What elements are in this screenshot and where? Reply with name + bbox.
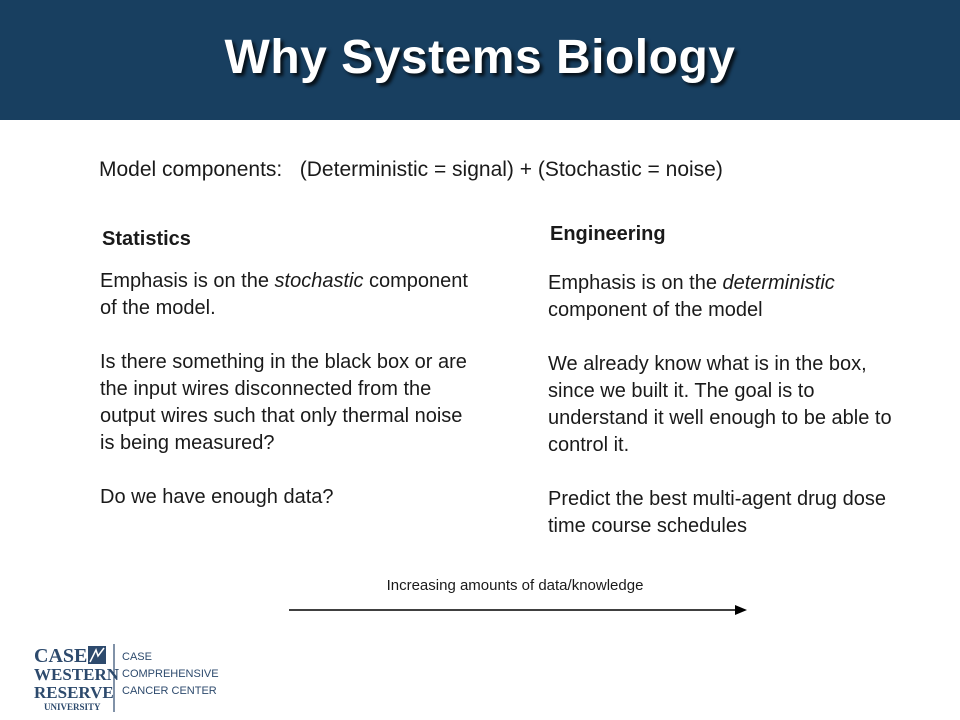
engineering-paragraph-control: We already know what is in the box, since we built it. The goal is to understand it well enough to be able to control it. <box>548 353 892 456</box>
model-components-line: Model components: (Deterministic = signal) + (Stochastic = noise) <box>99 158 723 181</box>
engineering-paragraph-predict: Predict the best multi-agent drug dose time course schedules <box>548 488 886 537</box>
statistics-emphasis-term: stochastic <box>274 270 364 292</box>
logo-center-line3: CANCER CENTER <box>122 685 217 697</box>
statistics-question-data: Do we have enough data? <box>100 486 334 508</box>
logo-emblem-icon <box>88 646 106 664</box>
arrow-caption: Increasing amounts of data/knowledge <box>386 577 644 594</box>
statistics-emphasis-prefix: Emphasis is on the <box>100 270 275 292</box>
engineering-emphasis-suffix: component of the model <box>548 299 763 321</box>
engineering-emphasis-prefix: Emphasis is on the <box>548 272 723 294</box>
engineering-heading: Engineering <box>550 223 666 245</box>
logo-university-line2: WESTERN <box>34 665 120 684</box>
engineering-emphasis <box>548 270 918 324</box>
case-cancer-center-logo <box>30 640 290 715</box>
engineering-text <box>548 270 918 540</box>
right-arrow-icon <box>285 600 755 620</box>
statistics-heading: Statistics <box>102 228 191 250</box>
statistics-emphasis-suffix: component of the model. <box>100 270 468 319</box>
logo-university-line3: RESERVE <box>34 683 114 702</box>
statistics-emphasis <box>100 268 475 322</box>
logo-center-line1: CASE <box>122 651 152 663</box>
engineering-emphasis-term: deterministic <box>722 272 835 294</box>
statistics-text <box>100 268 475 511</box>
slide-title: Why Systems Biology <box>224 31 736 84</box>
statistics-question-black-box: Is there something in the black box or are the input wires disconnected from the output wires such that only thermal noise is being measured? <box>100 351 467 454</box>
logo-center-line2: COMPREHENSIVE <box>122 668 219 680</box>
logo-university-line1: CASE <box>34 645 88 667</box>
logo-university-line4: UNIVERSITY <box>44 702 101 712</box>
